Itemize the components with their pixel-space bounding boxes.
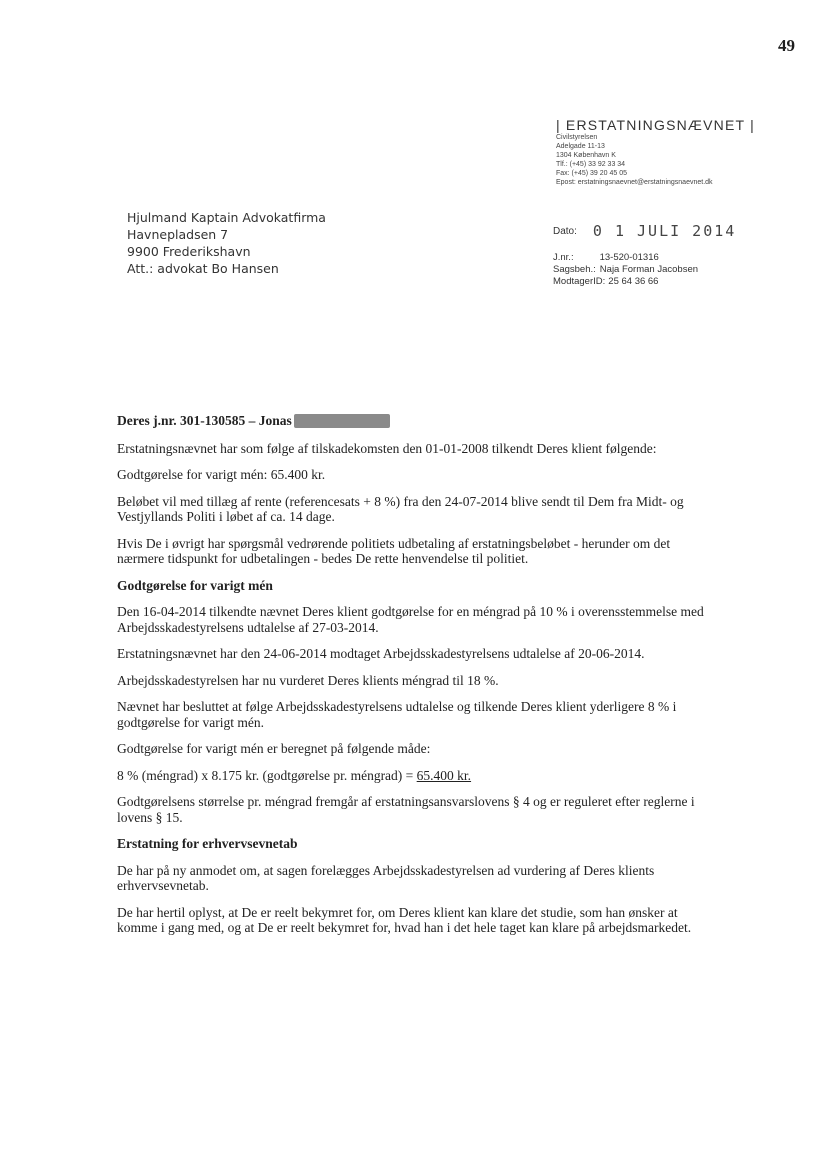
reference-text: Deres j.nr. 301-130585 – Jonas (117, 413, 292, 428)
recipient-att: Att.: advokat Bo Hansen (127, 261, 279, 276)
sender-logo: | ERSTATNINGSNÆVNET | (556, 117, 755, 133)
paragraph-assessment: Arbejdsskadestyrelsen har nu vurderet Deres klients méngrad til 18 %. (117, 672, 499, 688)
letter-body (117, 413, 707, 947)
paragraph-calculation-intro: Godtgørelse for varigt mén er beregnet på følgende måde: (117, 741, 431, 756)
paragraph-concern: De har hertil oplyst, at De er reelt bekymret for, om Deres klient kan klare det studie, som han ønsker at komme i gang med, og at De er reelt bekymret for, hvad han i det hele taget kan klare på arbejdsmarkedet. (117, 904, 692, 935)
paragraph-legal-basis: Godtgørelsens størrelse pr. méngrad fremgår af erstatningsansvarslovens § 4 og er reguleret efter reglerne i lovens § 15. (117, 794, 695, 825)
sagsbeh-label: Sagsbeh.: (553, 264, 596, 275)
letter-meta (553, 222, 736, 288)
paragraph-decision: Nævnet har besluttet at følge Arbejdsskadestyrelsens udtalelse og tilkende Deres klient yderligere 8 % i godtgørelse for varigt mén. (117, 699, 677, 730)
paragraph-previous-award: Den 16-04-2014 tilkendte nævnet Deres klient godtgørelse for en méngrad på 10 % i overensstemmelse med Arbejdsskadestyrelsens udtalelse af 27-03-2014. (117, 604, 704, 635)
modtager-label: ModtagerID: (553, 276, 606, 287)
paragraph-received-statement: Erstatningsnævnet har den 24-06-2014 modtaget Arbejdsskadestyrelsens udtalelse af 20-06-2014. (117, 646, 645, 661)
sender-email: Epost: erstatningsnaevnet@erstatningsnaevnet.dk (556, 179, 713, 186)
paragraph-request: De har på ny anmodet om, at sagen forelægges Arbejdsskadestyrelsen ad vurdering af Deres klients erhvervsevnetab. (117, 862, 655, 893)
calculation-total: 65.400 kr. (416, 767, 472, 783)
paragraph-payment: Beløbet vil med tillæg af rente (referencesats + 8 %) fra den 24-07-2014 blive sendt til Dem fra Midt- og Vestjyllands Politi i løbet af ca. 14 dage. (117, 493, 684, 524)
jnr-value: 13-520-01316 (599, 252, 659, 263)
page-number: 49 (778, 36, 795, 55)
sender-block (556, 117, 806, 187)
recipient-city: 9900 Frederikshavn (127, 244, 251, 259)
sagsbeh-value: Naja Forman Jacobsen (599, 264, 699, 275)
sender-fax: Fax: (+45) 39 20 45 05 (556, 170, 628, 177)
paragraph-award: Erstatningsnævnet har som følge af tilskadekomsten den 01-01-2008 tilkendt Deres klient følgende: (117, 440, 657, 456)
heading-permanent-injury: Godtgørelse for varigt mén (117, 577, 273, 593)
case-info (553, 252, 736, 288)
date-label: Dato: (553, 225, 577, 237)
reference-line (117, 413, 707, 429)
calculation-text: 8 % (méngrad) x 8.175 kr. (godtgørelse pr. méngrad) = (117, 767, 417, 783)
paragraph-calculation (117, 768, 707, 784)
paragraph-amount: Godtgørelse for varigt mén: 65.400 kr. (117, 467, 326, 482)
date-stamp: 0 1 JULI 2014 (592, 222, 737, 240)
recipient-name: Hjulmand Kaptain Advokatfirma (127, 210, 326, 225)
sender-city: 1304 København K (556, 152, 616, 159)
sender-phone: Tlf.: (+45) 33 92 33 34 (556, 161, 626, 168)
sender-org: Civilstyrelsen (556, 134, 598, 141)
sender-street: Adelgade 11-13 (556, 143, 605, 150)
heading-earning-capacity: Erstatning for erhvervsevnetab (117, 836, 298, 851)
modtager-value: 25 64 36 66 (608, 276, 659, 287)
recipient-street: Havnepladsen 7 (127, 227, 229, 242)
date-row (553, 222, 736, 240)
recipient-address (127, 209, 326, 277)
jnr-label: J.nr.: (553, 252, 574, 263)
redaction-bar (294, 414, 390, 428)
paragraph-questions: Hvis De i øvrigt har spørgsmål vedrørende politiets udbetaling af erstatningsbeløbet - herunder om det nærmere tidspunkt for udbetalingen - bedes De rette henvendelse til politiet. (117, 535, 671, 566)
